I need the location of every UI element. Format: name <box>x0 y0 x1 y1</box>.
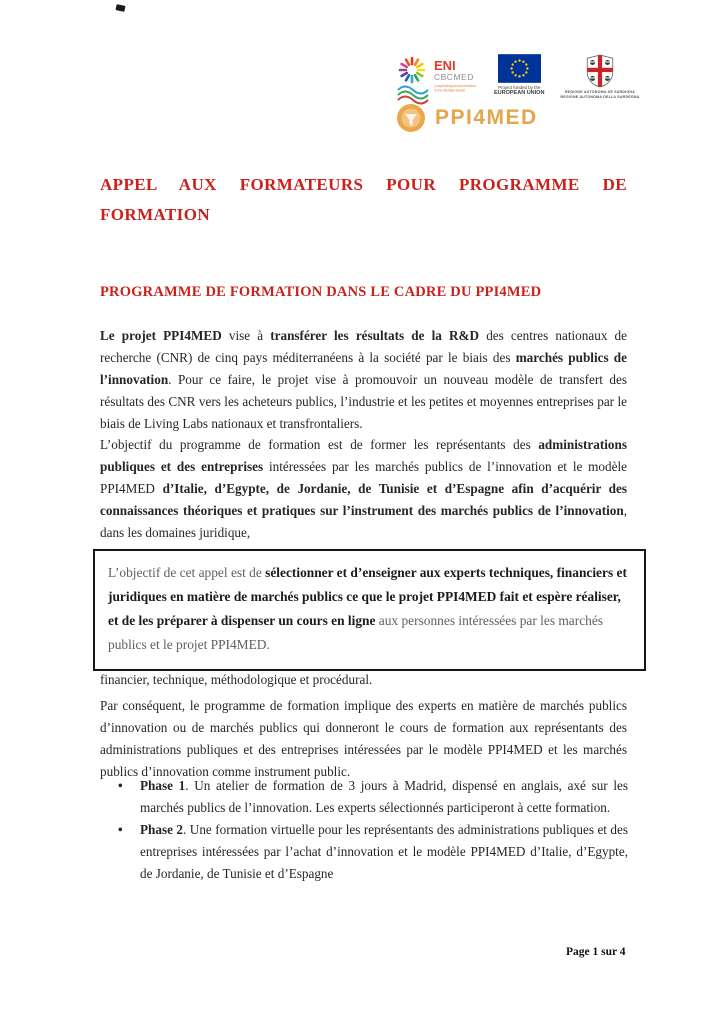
paragraph-consequence: Par conséquent, le programme de formation implique des experts en matière de marchés publics d’innovation ou de marchés publics qui donneront le cours de formation aux représentants des administrations publiques et des entreprises intéressées par le modèle PPI4MED et les marchés publics d’innovation comme instrument public. <box>100 698 627 780</box>
phase-1-text: Phase 1. Un atelier de formation de 3 jours à Madrid, dispensé en anglais, axé sur les marchés publics de l’innovation. Les experts sélectionnés participeront à cette formation. <box>140 778 628 815</box>
list-item-phase-1 <box>118 775 628 819</box>
page-title <box>100 170 627 230</box>
cbcmed-wordmark: CBCMED <box>434 72 474 82</box>
eu-caption-line2: EUROPEAN UNION <box>494 90 545 97</box>
ppi4med-wordmark: PPI4MED <box>435 106 538 129</box>
ppi4med-logo-icon <box>396 103 426 133</box>
scan-artifact <box>115 4 125 12</box>
sardegna-logo <box>560 54 639 99</box>
eu-flag-icon <box>498 54 541 83</box>
bullet-icon: • <box>118 778 123 793</box>
page-title-line1: APPEL AUX FORMATEURS POUR PROGRAMME DE <box>100 175 627 194</box>
eu-caption-line1: Project funded by the <box>497 85 541 90</box>
sardegna-captions <box>560 90 639 99</box>
eni-tagline-line1: Cooperating across borders <box>434 84 476 88</box>
list-item-phase-2 <box>118 819 628 885</box>
eu-captions <box>494 85 544 96</box>
sardegna-caption-line2: REGIONE AUTONOMA DELLA SARDEGNA <box>560 94 640 99</box>
section-heading: PROGRAMME DE FORMATION DANS LE CADRE DU PPI4MED <box>100 284 542 300</box>
eni-tagline-line2: in the Mediterranean <box>434 88 466 93</box>
eni-cbcmed-logo-icon <box>396 54 478 110</box>
paragraph-training-objective: L’objectif du programme de formation est de former les représentants des administrations publiques et des entreprises intéressées par les marchés publics de l’innovation et le modèle PPI4MED d’Italie, d’Egypte, de Jordanie, de Tunisie et d’Espagne afin d’acquérir des connaissances théoriques et pratiques sur l’instrument des marchés publics de l’innovation, dans les domaines juridique, <box>100 437 627 541</box>
paragraph-project-overview: Le projet PPI4MED vise à transférer les résultats de la R&D des centres nationaux de recherche (CNR) de cinq pays méditerranéens à la société par le biais des marchés publics de l’innovation. Pour ce faire, le projet vise à promouvoir un nouveau modèle de transfert des résultats des CNR vers les acheteurs publics, l’industrie et les petites et moyennes entreprises par le biais de Living Labs nationaux et transfrontaliers. <box>100 328 627 432</box>
eni-cbcmed-logo <box>396 54 478 110</box>
callout-box: L’objectif de cet appel est de sélectionner et d’enseigner aux experts techniques, financiers et juridiques en matière de marchés publics ce que le projet PPI4MED fait et espère réaliser, et de les préparer à dispenser un cours en ligne aux personnes intéressées par les marchés publics et le projet PPI4MED. <box>93 549 646 671</box>
page-number: Page 1 sur 4 <box>566 946 626 958</box>
sardegna-caption-line1: REGIONE AUTONOMA DE SARDIGNA <box>564 90 636 94</box>
paragraph-domains-continuation: financier, technique, méthodologique et procédural. <box>100 672 373 688</box>
bullet-icon: • <box>118 822 123 837</box>
ppi4med-logo <box>396 103 538 133</box>
phase-2-text: Phase 2. Une formation virtuelle pour les représentants des administrations publiques et des entreprises intéressées par l’achat d’innovation et le modèle PPI4MED d’Italie, d’Egypte, de Jordanie, de Tunisie et d’Espagne <box>140 822 629 881</box>
page-title-line2: FORMATION <box>100 205 210 224</box>
eu-funding-logo <box>494 54 544 96</box>
partner-logos <box>396 54 639 110</box>
sardegna-coat-of-arms-icon <box>585 54 615 88</box>
eni-wordmark: ENI <box>434 58 456 73</box>
phases-list <box>118 775 628 885</box>
